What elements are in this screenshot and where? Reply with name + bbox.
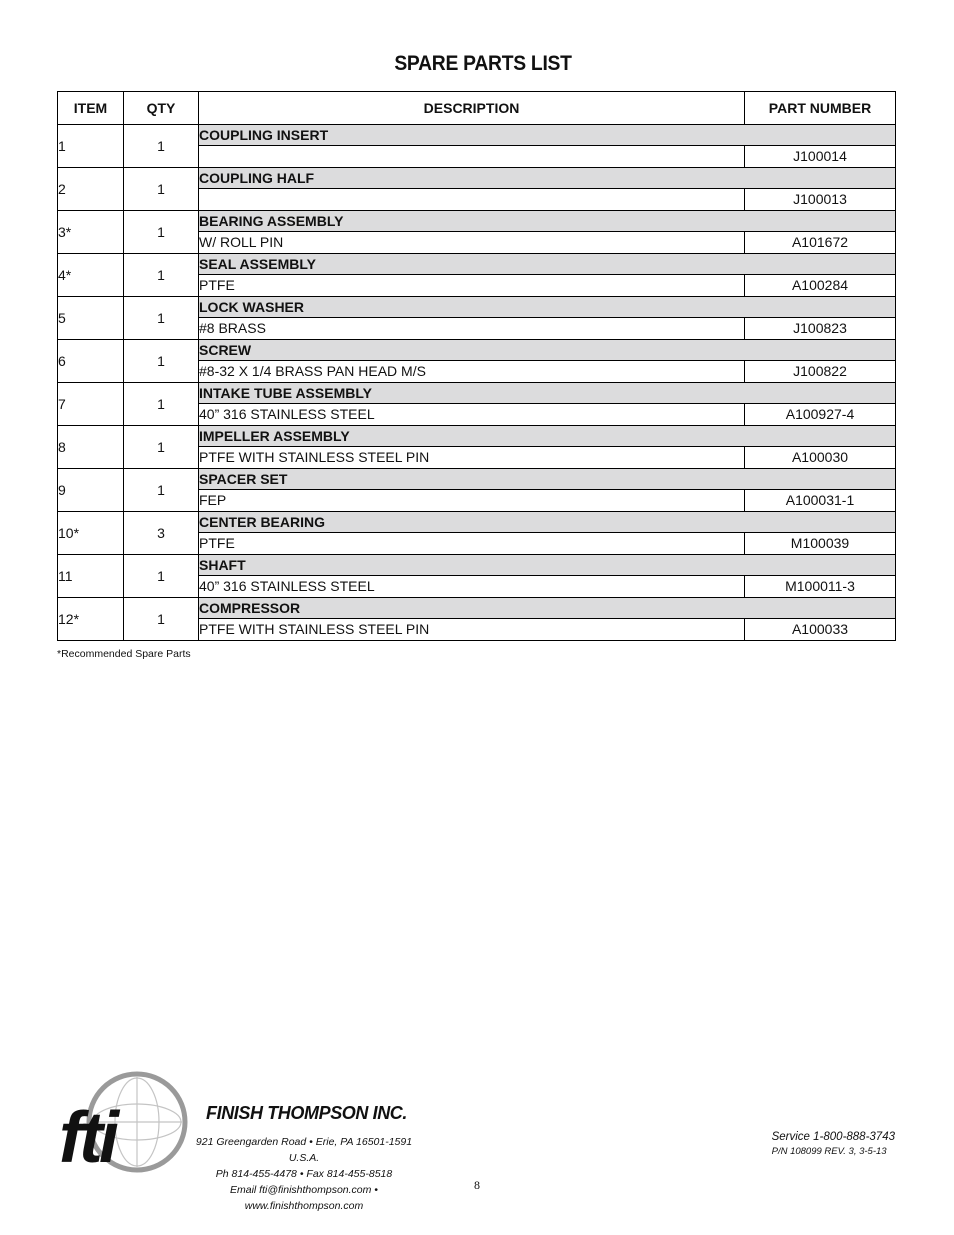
spare-parts-table [57, 91, 896, 641]
item-cell: 4* [58, 254, 124, 297]
table-row [58, 168, 896, 189]
qty-cell: 1 [124, 383, 199, 426]
part-number-cell: J100014 [745, 146, 896, 168]
item-cell: 1 [58, 125, 124, 168]
header-description: DESCRIPTION [199, 92, 745, 125]
header-qty: QTY [124, 92, 199, 125]
qty-cell: 3 [124, 512, 199, 555]
header-item: ITEM [58, 92, 124, 125]
qty-cell: 1 [124, 340, 199, 383]
part-number-cell: A101672 [745, 232, 896, 254]
part-name-cell: SEAL ASSEMBLY [199, 254, 896, 275]
part-detail-cell: #8-32 X 1/4 BRASS PAN HEAD M/S [199, 361, 745, 383]
part-detail-cell: PTFE [199, 275, 745, 297]
part-number-cell: A100927-4 [745, 404, 896, 426]
part-detail-cell: W/ ROLL PIN [199, 232, 745, 254]
table-body [58, 125, 896, 641]
part-number-cell: A100284 [745, 275, 896, 297]
part-number-cell: M100011-3 [745, 576, 896, 598]
part-name-cell: SHAFT [199, 555, 896, 576]
part-detail-cell: 40” 316 STAINLESS STEEL [199, 404, 745, 426]
part-detail-cell: #8 BRASS [199, 318, 745, 340]
part-detail-cell [199, 146, 745, 168]
part-name-cell: COUPLING HALF [199, 168, 896, 189]
table-row [58, 555, 896, 576]
part-name-cell: LOCK WASHER [199, 297, 896, 318]
part-name-cell: COMPRESSOR [199, 598, 896, 619]
qty-cell: 1 [124, 598, 199, 641]
table-row [58, 383, 896, 404]
qty-cell: 1 [124, 211, 199, 254]
part-detail-cell: PTFE [199, 533, 745, 555]
table-row [58, 469, 896, 490]
qty-cell: 1 [124, 426, 199, 469]
item-cell: 2 [58, 168, 124, 211]
item-cell: 9 [58, 469, 124, 512]
table-row [58, 125, 896, 146]
table-row [58, 211, 896, 232]
qty-cell: 1 [124, 125, 199, 168]
header-part-number: PART NUMBER [745, 92, 896, 125]
item-cell: 8 [58, 426, 124, 469]
service-phone: Service 1-800-888-3743 [771, 1131, 895, 1143]
part-name-cell: SPACER SET [199, 469, 896, 490]
item-cell: 6 [58, 340, 124, 383]
part-name-cell: INTAKE TUBE ASSEMBLY [199, 383, 896, 404]
table-row [58, 512, 896, 533]
qty-cell: 1 [124, 168, 199, 211]
table-row [58, 426, 896, 447]
table-header-row [58, 92, 896, 125]
company-name: FINISH THOMPSON INC. [206, 1103, 408, 1123]
part-number-cell: A100033 [745, 619, 896, 641]
service-info [772, 1131, 895, 1157]
item-cell: 12* [58, 598, 124, 641]
part-number-cell: M100039 [745, 533, 896, 555]
table-row [58, 254, 896, 275]
phone-line: Ph 814-455-4478 • Fax 814-455-8518 [215, 1168, 393, 1180]
part-name-cell: CENTER BEARING [199, 512, 896, 533]
company-address [190, 1134, 418, 1214]
page-number: 8 [474, 1178, 480, 1192]
page-title: SPARE PARTS LIST [394, 52, 572, 75]
part-number-cell: A100031-1 [745, 490, 896, 512]
table-row [58, 297, 896, 318]
footnote: *Recommended Spare Parts [57, 648, 191, 660]
qty-cell: 1 [124, 254, 199, 297]
part-detail-cell: FEP [199, 490, 745, 512]
part-number-cell: J100013 [745, 189, 896, 211]
address-line: 921 Greengarden Road • Erie, PA 16501-1591 U.S.A. [195, 1136, 413, 1164]
qty-cell: 1 [124, 555, 199, 598]
part-detail-cell: 40” 316 STAINLESS STEEL [199, 576, 745, 598]
part-number-cell: A100030 [745, 447, 896, 469]
part-name-cell: COUPLING INSERT [199, 125, 896, 146]
part-name-cell: SCREW [199, 340, 896, 361]
part-number-cell: J100822 [745, 361, 896, 383]
logo-wordmark: fti [59, 1098, 115, 1178]
email-line: Email fti@finishthompson.com • www.finishthompson.com [230, 1184, 378, 1212]
part-name-cell: IMPELLER ASSEMBLY [199, 426, 896, 447]
item-cell: 3* [58, 211, 124, 254]
table-row [58, 598, 896, 619]
fti-logo [55, 1070, 205, 1182]
part-number-cell: J100823 [745, 318, 896, 340]
item-cell: 11 [58, 555, 124, 598]
part-detail-cell: PTFE WITH STAINLESS STEEL PIN [199, 447, 745, 469]
item-cell: 10* [58, 512, 124, 555]
part-name-cell: BEARING ASSEMBLY [199, 211, 896, 232]
document-part-number: P/N 108099 REV. 3, 3-5-13 [771, 1146, 887, 1157]
item-cell: 5 [58, 297, 124, 340]
part-detail-cell: PTFE WITH STAINLESS STEEL PIN [199, 619, 745, 641]
table-row [58, 340, 896, 361]
qty-cell: 1 [124, 297, 199, 340]
item-cell: 7 [58, 383, 124, 426]
part-detail-cell [199, 189, 745, 211]
qty-cell: 1 [124, 469, 199, 512]
